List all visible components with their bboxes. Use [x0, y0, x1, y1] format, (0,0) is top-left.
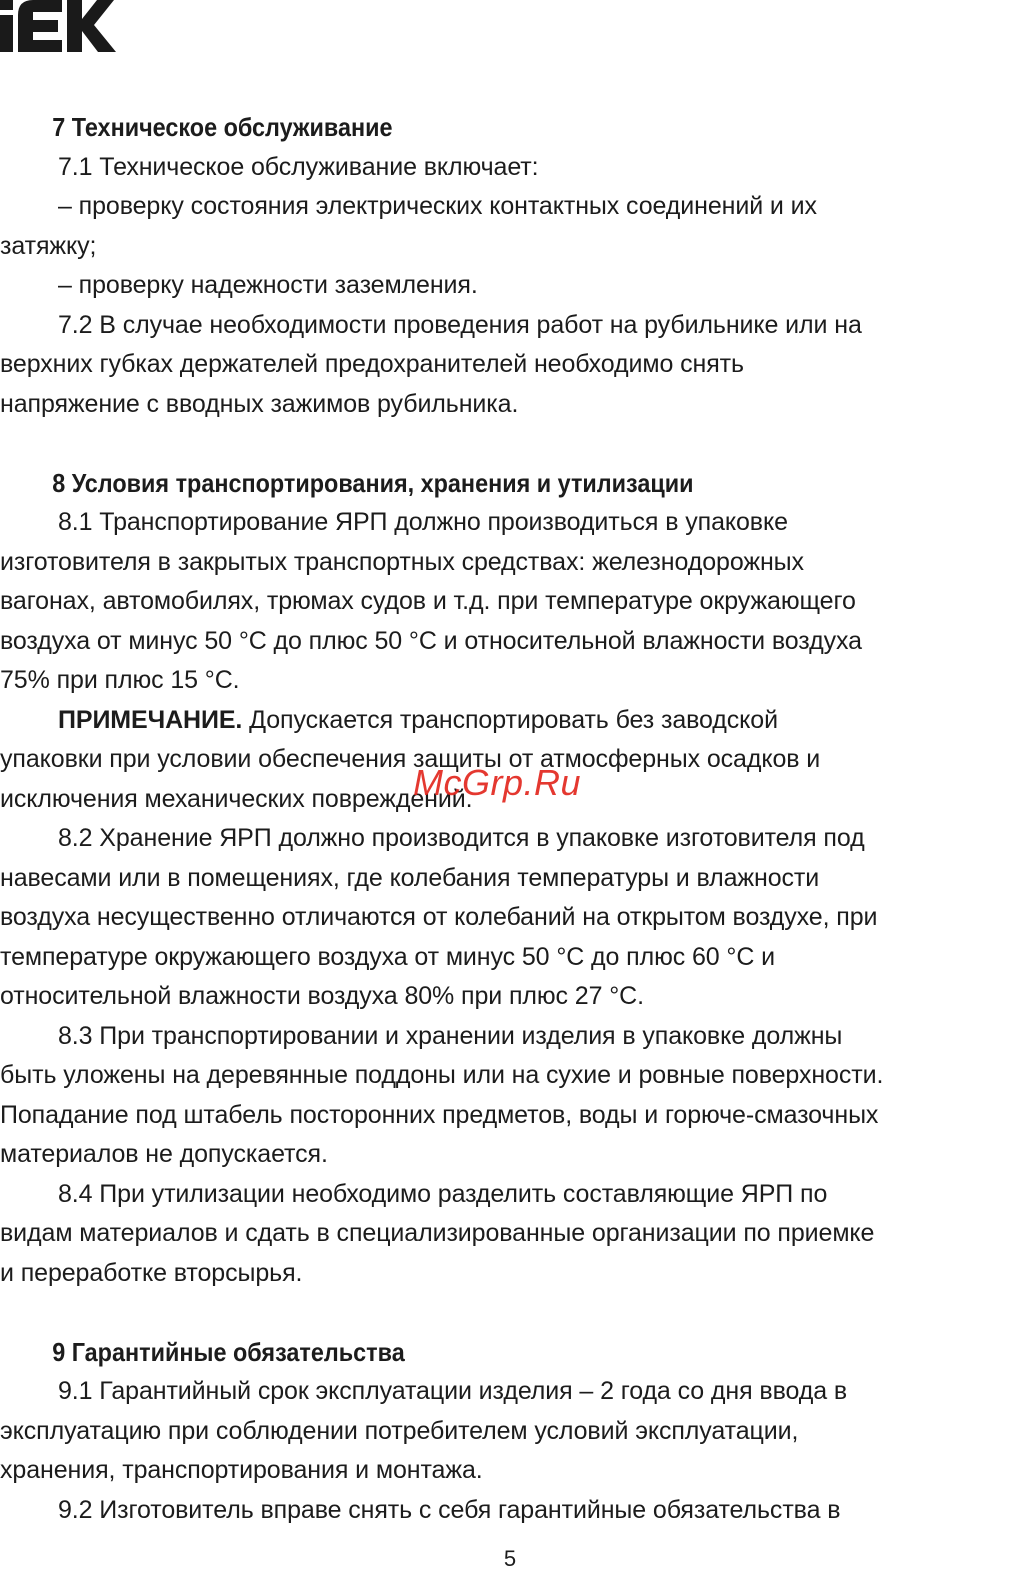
paragraph-first-line: – проверку состояния электрических контактных соединений и их	[58, 192, 817, 220]
paragraph-line: и переработке вторсырья.	[0, 1258, 303, 1287]
paragraph-line: эксплуатацию при соблюдении потребителем условий эксплуатации,	[0, 1416, 799, 1445]
paragraph-line: 75% при плюс 15 °С.	[0, 666, 240, 694]
section-gap	[0, 424, 1020, 464]
iek-logo	[0, 0, 116, 56]
paragraph-first-line: 8.1 Транспортирование ЯРП должно производиться в упаковке	[58, 508, 788, 536]
note-text: Допускается транспортировать без заводской	[242, 705, 778, 734]
paragraph-line: быть уложены на деревянные поддоны или на сухие и ровные поверхности.	[0, 1061, 884, 1089]
section-gap	[0, 1293, 1020, 1333]
paragraph-first-line: 8.3 При транспортировании и хранении изделия в упаковке должны	[58, 1021, 843, 1050]
paragraph-line: вагонах, автомобилях, трюмах судов и т.д. при температуре окружающего	[0, 587, 856, 615]
watermark: McGrp.Ru	[413, 762, 582, 803]
paragraph-line: материалов не допускается.	[0, 1140, 328, 1168]
paragraph-line: верхних губках держателей предохранителей необходимо снять	[0, 350, 744, 378]
section-heading: 8 Условия транспортирования, хранения и утилизации	[52, 467, 694, 498]
paragraph-first-line: 7.1 Техническое обслуживание включает:	[58, 152, 539, 181]
paragraph-line: видам материалов и сдать в специализированные организации по приемке	[0, 1219, 875, 1247]
paragraph-line: температуре окружающего воздуха от минус 50 °С до плюс 60 °С и	[0, 942, 775, 971]
section-heading: 9 Гарантийные обязательства	[52, 1336, 405, 1367]
paragraph-first-line: 9.1 Гарантийный срок эксплуатации изделия – 2 года со дня ввода в	[58, 1377, 848, 1405]
section-heading: 7 Техническое обслуживание	[52, 112, 393, 142]
paragraph-first-line: 9.2 Изготовитель вправе снять с себя гарантийные обязательства в	[58, 1495, 841, 1524]
paragraph-line: хранения, транспортирования и монтажа.	[0, 1456, 483, 1484]
paragraph-first-line: – проверку надежности заземления.	[58, 271, 478, 299]
paragraph-line: изготовителя в закрытых транспортных средствах: железнодорожных	[0, 547, 804, 576]
page-number: 5	[503, 1546, 517, 1571]
note-line	[0, 701, 1020, 741]
paragraph-first-line: 7.2 В случае необходимости проведения работ на рубильнике или на	[58, 310, 862, 339]
paragraph-first-line: 8.2 Хранение ЯРП должно производится в упаковке изготовителя под	[58, 824, 865, 852]
paragraph-line: исключения механических повреждений.	[0, 784, 473, 813]
paragraph-first-line: 8.4 При утилизации необходимо разделить составляющие ЯРП по	[58, 1179, 828, 1208]
paragraph-line: относительной влажности воздуха 80% при плюс 27 °С.	[0, 982, 644, 1010]
paragraph-line: Попадание под штабель посторонних предметов, воды и горюче-смазочных	[0, 1100, 879, 1129]
paragraph-line: затяжку;	[0, 231, 97, 260]
paragraph-line: навесами или в помещениях, где колебания температуры и влажности	[0, 863, 820, 892]
document-body	[0, 108, 1020, 1530]
note-label: ПРИМЕЧАНИЕ.	[58, 705, 243, 734]
paragraph-line: упаковки при условии обеспечения защиты от атмосферных осадков и	[0, 745, 821, 773]
paragraph-line: напряжение с вводных зажимов рубильника.	[0, 389, 519, 418]
paragraph-line: воздуха от минус 50 °С до плюс 50 °С и относительной влажности воздуха	[0, 626, 862, 655]
paragraph-line: воздуха несущественно отличаются от колебаний на открытом воздухе, при	[0, 903, 878, 931]
